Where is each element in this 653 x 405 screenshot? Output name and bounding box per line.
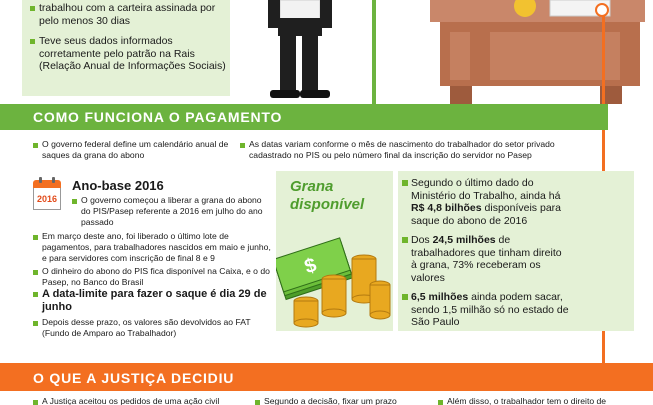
grana-title-line: Grana [290, 178, 334, 195]
court-col [33, 396, 233, 405]
deadline-item: A data-limite para fazer o saque é dia 29 de junho [33, 288, 273, 314]
section-header-payment [0, 104, 608, 130]
payment-detail-item: Em março deste ano, foi liberado o último lote de pagamentos, para trabalhadores nascidos em maio e junho, e para servidores com inscrição de final 8 e 9 [33, 231, 275, 263]
svg-text:$: $ [301, 254, 320, 279]
after-deadline-list [33, 317, 273, 339]
calendar-year: 2016 [33, 188, 61, 210]
eligibility-item: trabalhou com a carteira assinada por pelo menos 30 dias [30, 2, 226, 27]
after-deadline-item: Depois desse prazo, os valores são devolvidos ao FAT (Fundo de Amparo ao Trabalhador) [33, 317, 273, 339]
worker-illustration [250, 0, 360, 100]
ano-base-title: Ano-base 2016 [72, 178, 164, 193]
payment-intro-left [33, 139, 238, 161]
intro-item: O governo federal define um calendário anual de saques da grana do abono [33, 139, 238, 161]
eligibility-item: Teve seus dados informados corretamente pelo patrão na Rais (Relação Anual de Informações Sociais) [30, 35, 226, 73]
payment-intro-right [240, 139, 575, 161]
court-col [438, 396, 648, 405]
ano-base-list [72, 195, 268, 227]
money-illustration [276, 215, 396, 331]
stats-item: 6,5 milhões ainda podem sacar, sendo 1,5 milhão só no estado de São Paulo [402, 291, 570, 329]
section-title: O QUE A JUSTIÇA DECIDIU [33, 370, 235, 386]
ano-base-item: O governo começou a liberar a grana do abono do PIS/Pasep referente a 2016 em julho do ano passado [72, 195, 268, 227]
section-title: COMO FUNCIONA O PAGAMENTO [33, 109, 283, 125]
intro-item: As datas variam conforme o mês de nascimento do trabalhador do setor privado cadastrado no PIS ou pelo número final da inscrição do servidor no Pasep [240, 139, 575, 161]
court-col [255, 396, 425, 405]
connector-line [372, 0, 376, 106]
stats-item: Dos 24,5 milhões de trabalhadores que tinham direito à grana, 73% receberam os valores [402, 234, 570, 284]
desk-illustration [430, 0, 645, 106]
grana-title [290, 178, 364, 214]
grana-title-line: disponível [290, 196, 365, 213]
calendar-icon [33, 180, 61, 210]
deadline-list [33, 288, 273, 314]
payment-detail-item: O dinheiro do abono do PIS fica disponível na Caixa, e o do Pasep, no Banco do Brasil [33, 266, 275, 288]
section-header-court [0, 363, 653, 391]
court-item: Segundo a decisão, fixar um prazo [255, 396, 425, 405]
court-item: Além disso, o trabalhador tem o direito de [438, 396, 648, 405]
court-item: A Justiça aceitou os pedidos de uma ação civil [33, 396, 233, 405]
payment-details-list [33, 231, 275, 288]
stats-item: Segundo o último dado do Ministério do Trabalho, ainda há R$ 4,8 bilhões disponíveis para saque do abono de 2016 [402, 177, 570, 227]
eligibility-list [30, 2, 226, 81]
stats-list [402, 177, 570, 336]
